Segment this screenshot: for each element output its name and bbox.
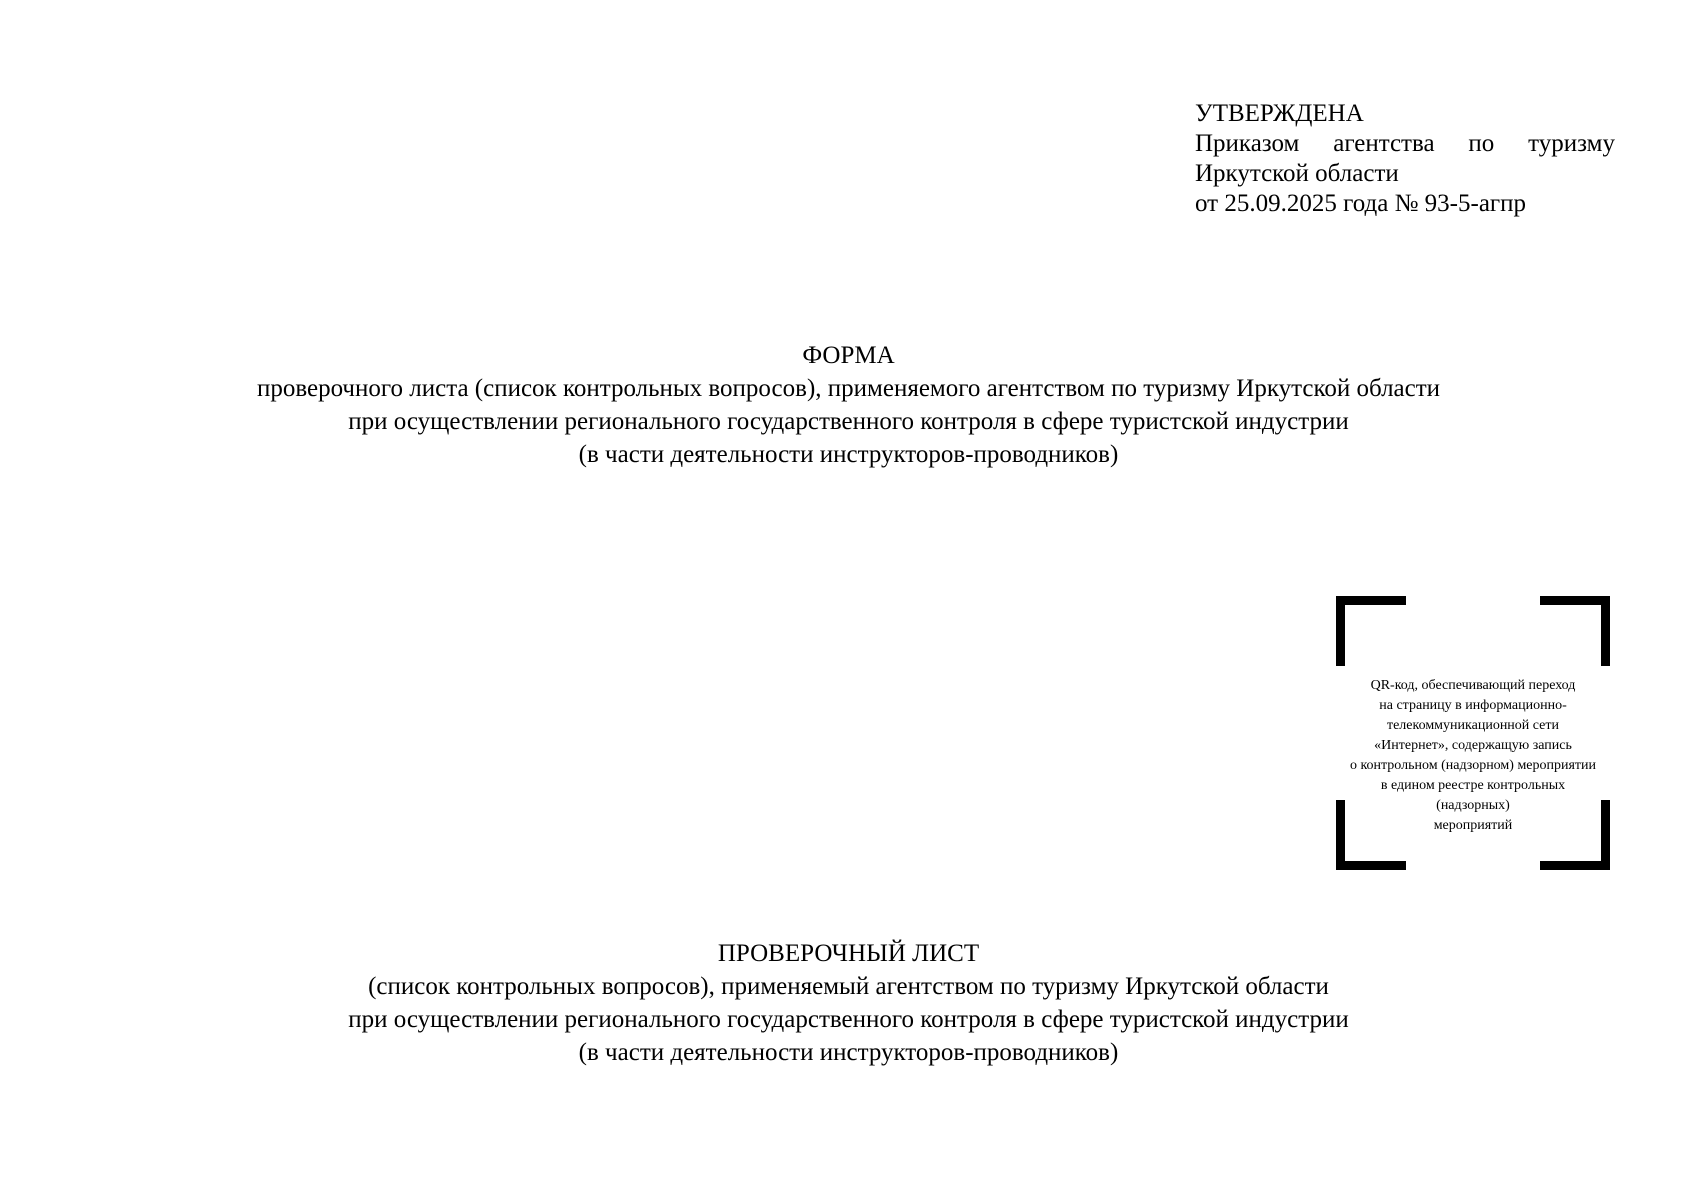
form-title: ФОРМА	[802, 342, 895, 369]
qr-caption-line: мероприятий	[1433, 818, 1513, 833]
approval-word: по	[1468, 130, 1495, 157]
checklist-heading	[0, 937, 1697, 1069]
qr-caption-line: о контрольном (надзорном) мероприятии	[1349, 758, 1597, 773]
form-subtitle-line: (в части деятельности инструкторов-проводников)	[578, 441, 1119, 468]
qr-caption-line: QR-код, обеспечивающий переход	[1370, 678, 1576, 693]
qr-caption-line: «Интернет», содержащую запись	[1374, 738, 1572, 753]
qr-corner-mark	[1336, 596, 1406, 666]
approval-word: Приказом	[1195, 130, 1300, 157]
checklist-subtitle-line: (список контрольных вопросов), применяемый агентством по туризму Иркутской области	[368, 973, 1329, 1000]
qr-caption	[1326, 676, 1620, 836]
qr-code-placeholder	[1336, 596, 1610, 870]
approval-date-number: от 25.09.2025 года № 93-5-агпр	[1195, 190, 1527, 217]
approval-title: УТВЕРЖДЕНА	[1195, 100, 1364, 127]
qr-caption-line: (надзорных)	[1436, 798, 1510, 813]
form-subtitle-line: при осуществлении регионального государственного контроля в сфере туристской индустрии	[348, 408, 1349, 435]
qr-caption-line: телекоммуникационной сети	[1386, 718, 1560, 733]
approval-order-line	[1195, 129, 1615, 159]
form-heading	[0, 339, 1697, 471]
qr-caption-line: на страницу в информационно-	[1379, 698, 1567, 713]
checklist-title: ПРОВЕРОЧНЫЙ ЛИСТ	[717, 940, 980, 967]
approval-word: агентства	[1333, 130, 1435, 157]
qr-caption-line: в едином реестре контрольных	[1380, 778, 1566, 793]
form-subtitle-line: проверочного листа (список контрольных вопросов), применяемого агентством по туризму Иркутской области	[256, 375, 1441, 402]
checklist-subtitle-line: при осуществлении регионального государственного контроля в сфере туристской индустрии	[348, 1006, 1349, 1033]
approval-word: туризму	[1528, 130, 1615, 157]
checklist-subtitle-line: (в части деятельности инструкторов-проводников)	[578, 1039, 1119, 1066]
qr-corner-mark	[1540, 596, 1610, 666]
approval-region: Иркутской области	[1195, 160, 1399, 187]
approval-stamp	[1195, 99, 1615, 219]
